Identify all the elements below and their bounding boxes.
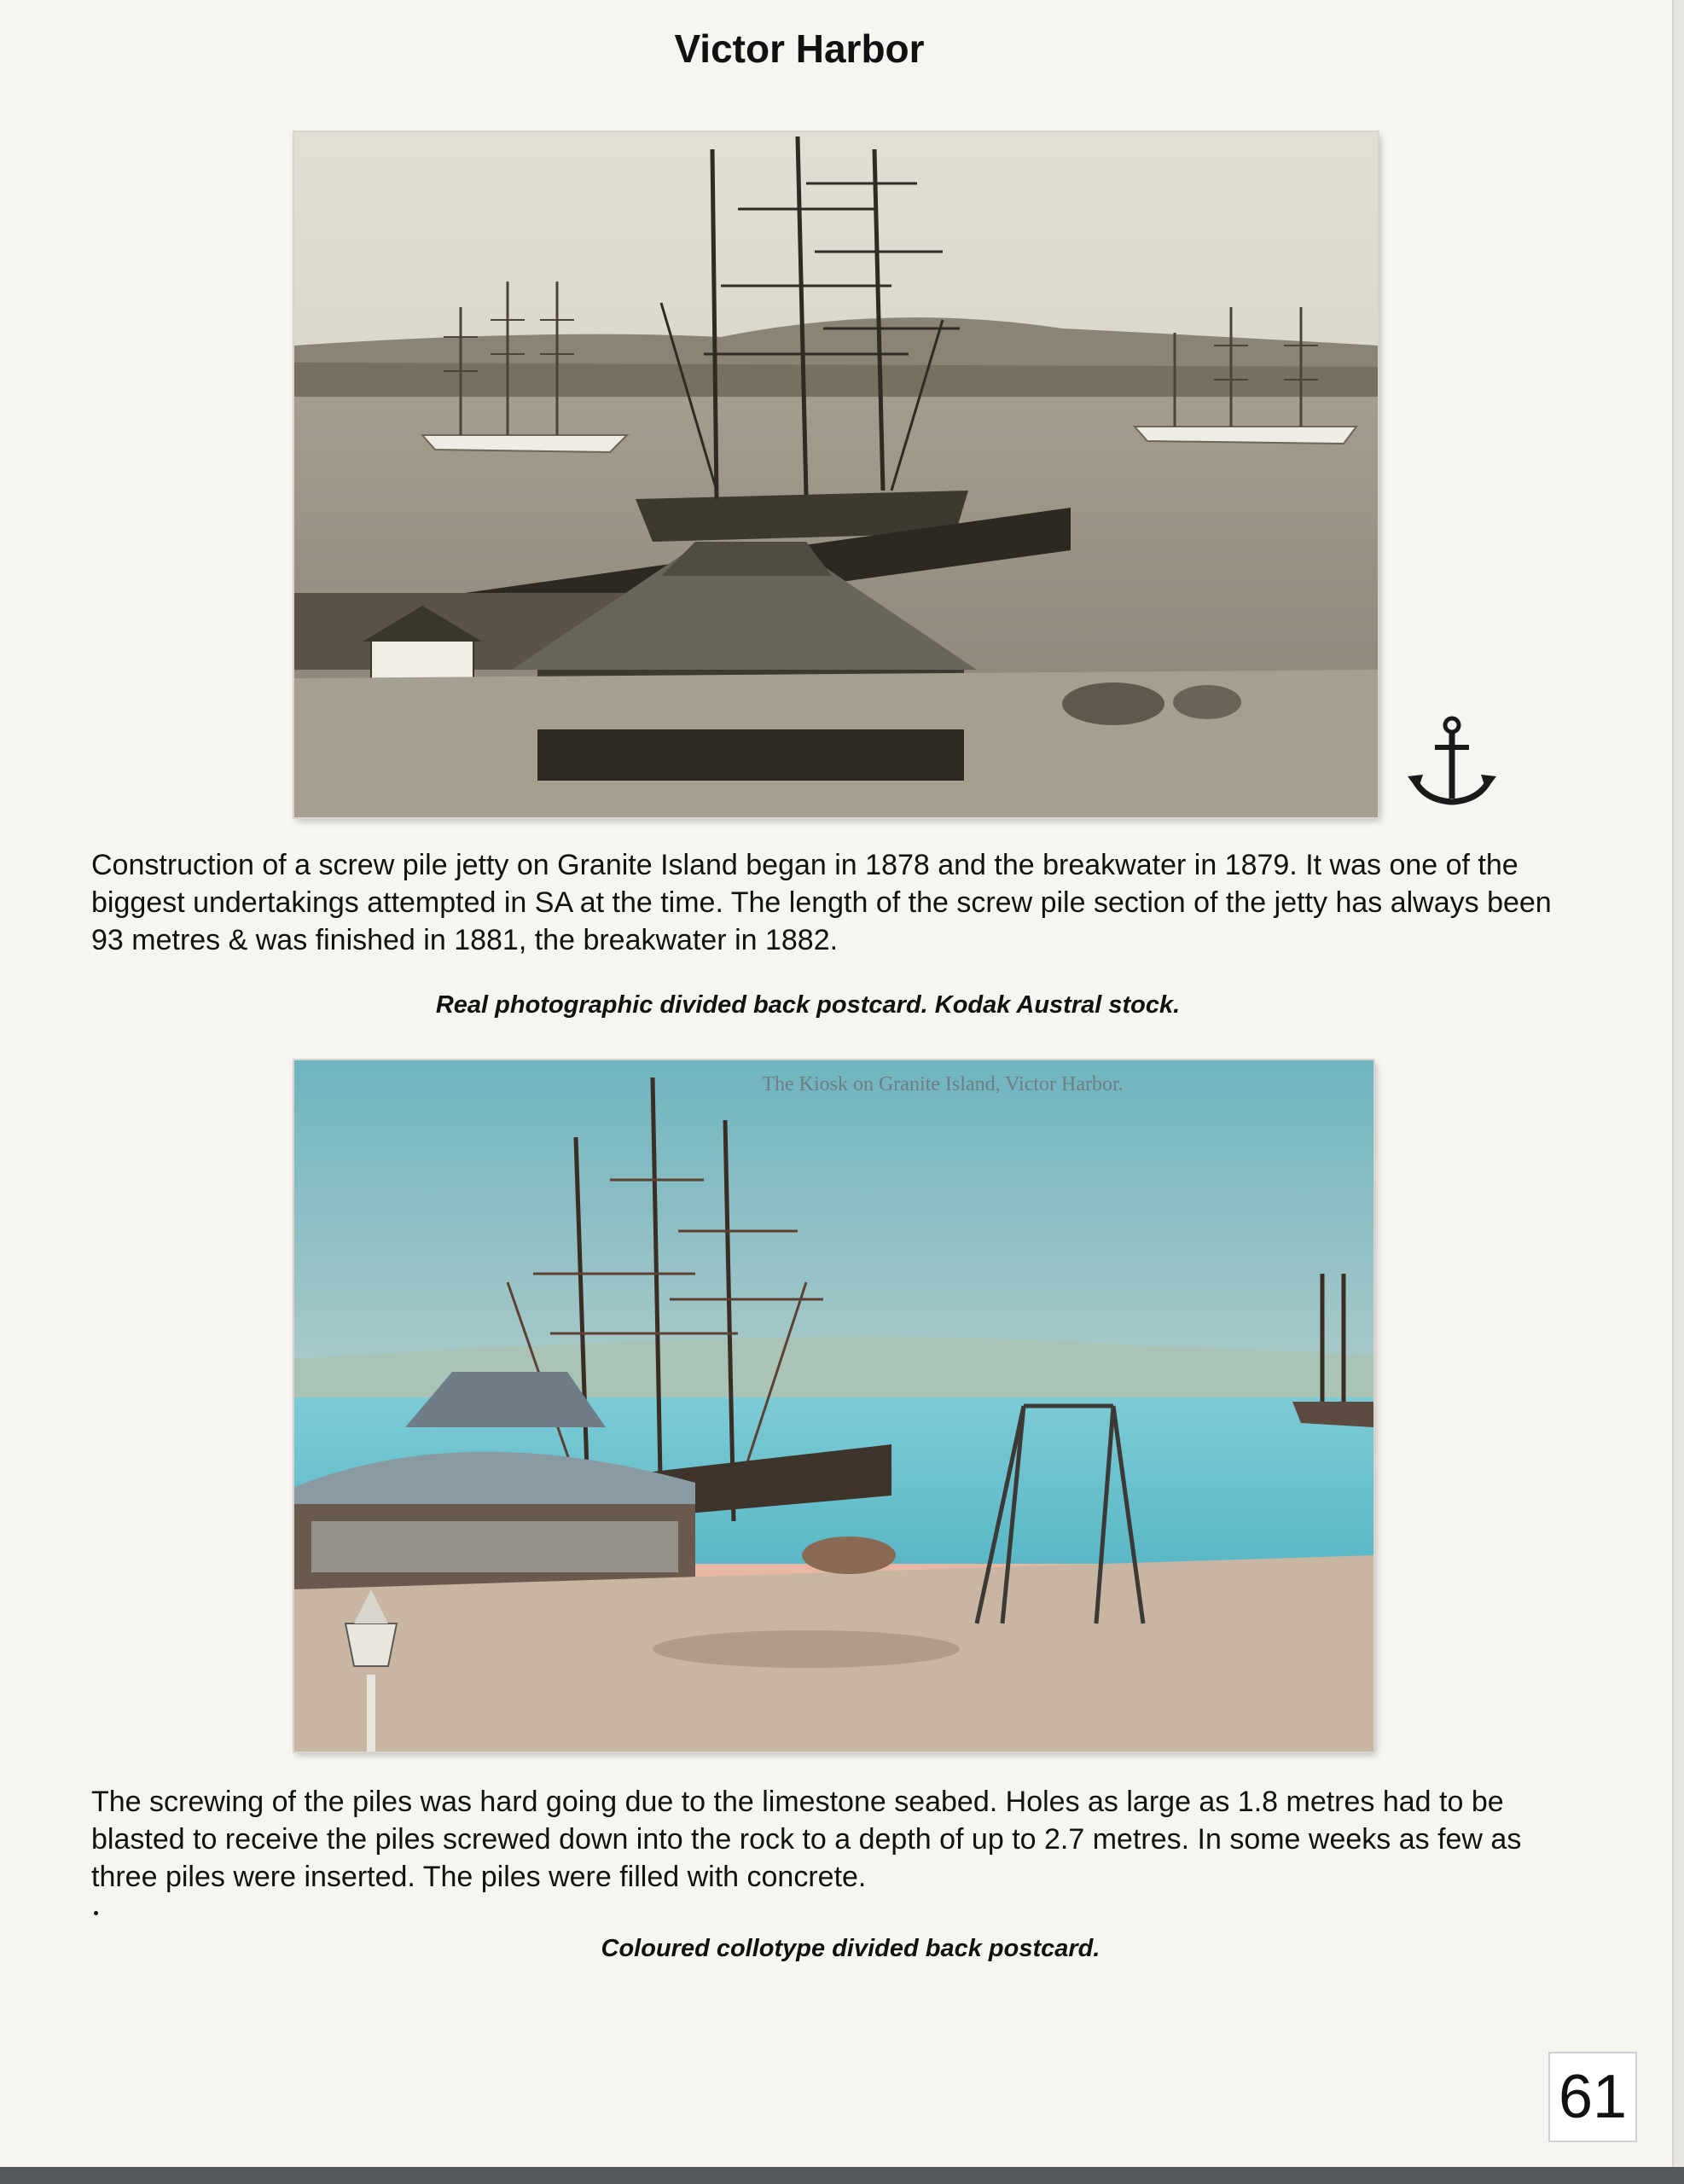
page-edge-bottom bbox=[0, 2167, 1684, 2184]
section-1-text: Construction of a screw pile jetty on Granite Island began in 1878 and the breakwater in 1879. It was one of the biggest undertakings attempted in SA at the time. The length of the screw pile section of the jetty has always been 93 metres & was finished in 1881, the breakwater in 1882. bbox=[91, 849, 1552, 956]
section-2-caption: Coloured collotype divided back postcard. bbox=[601, 1935, 1100, 1962]
anchor-icon bbox=[1408, 715, 1497, 809]
page-edge-right bbox=[1672, 0, 1684, 2184]
postcard-printed-title: The Kiosk on Granite Island, Victor Harbor. bbox=[762, 1073, 1124, 1095]
page-number: 61 bbox=[1548, 2052, 1637, 2142]
stray-dot bbox=[94, 1911, 98, 1915]
section-2-text: The screwing of the piles was hard going due to the limestone seabed. Holes as large as 1.8 metres had to be blasted to receive the piles screwed down into the rock to a depth of up to 2.7 metres. In some weeks as few as three piles were inserted. The piles were filled with concrete. bbox=[91, 1786, 1522, 1893]
page-title: Victor Harbor bbox=[674, 26, 925, 71]
coloured-postcard-photo bbox=[294, 1060, 1373, 1751]
section-1-caption: Real photographic divided back postcard. Kodak Austral stock. bbox=[435, 991, 1181, 1019]
sepia-postcard-photo bbox=[294, 132, 1378, 817]
